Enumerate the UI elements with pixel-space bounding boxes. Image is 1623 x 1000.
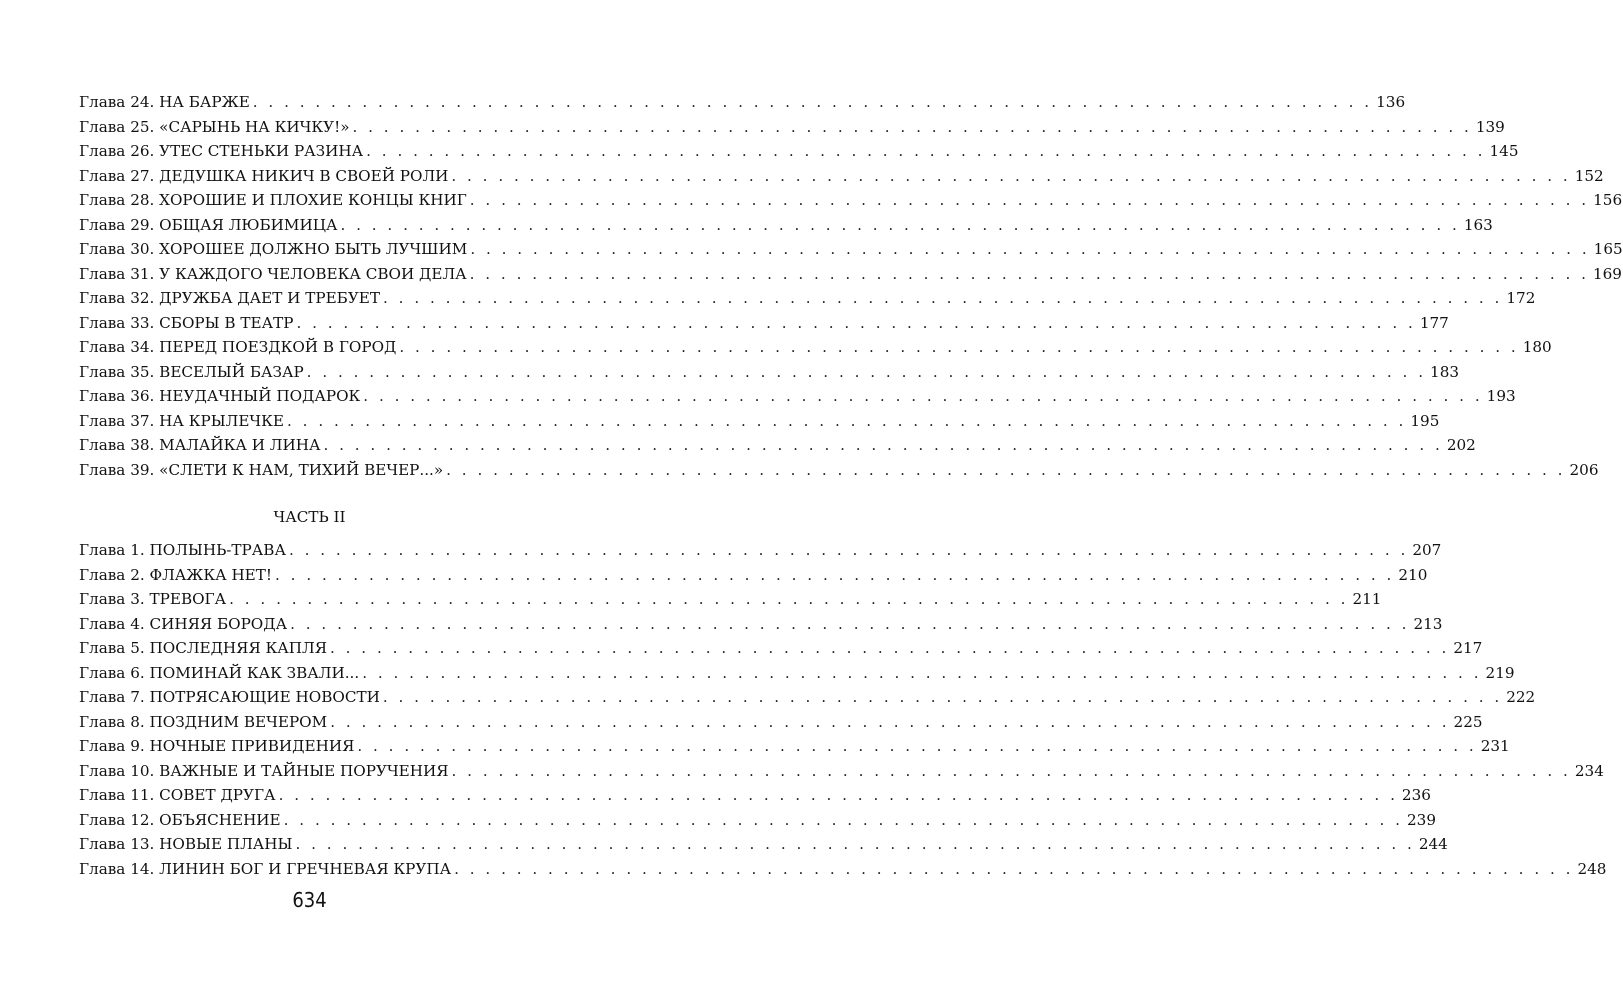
toc-entry — [79, 587, 1382, 612]
toc-entry — [79, 433, 1476, 458]
toc-entry — [79, 458, 1599, 483]
toc-entry — [79, 286, 1536, 311]
chapter-title: Глава 38. МАЛАЙКА И ЛИНА — [79, 436, 321, 454]
toc-entry — [79, 832, 1448, 857]
dot-leader — [307, 360, 1426, 385]
dot-leader — [229, 587, 1348, 612]
chapter-title: Глава 6. ПОМИНАЙ КАК ЗВАЛИ... — [79, 663, 360, 682]
toc-entry — [79, 636, 1483, 661]
chapter-title: Глава 5. ПОСЛЕДНЯЯ КАПЛЯ — [79, 639, 327, 657]
chapter-page: 234 — [1574, 761, 1604, 780]
chapter-page: 163 — [1463, 215, 1493, 234]
chapter-title: Глава 2. ФЛАЖКА НЕТ! — [79, 565, 273, 584]
dot-leader — [279, 783, 1398, 808]
chapter-page: 172 — [1506, 289, 1536, 307]
toc-entry — [79, 808, 1437, 833]
chapter-page: 244 — [1418, 835, 1448, 853]
chapter-title: Глава 31. У КАЖДОГО ЧЕЛОВЕКА СВОИ ДЕЛА — [79, 264, 467, 283]
toc-entry — [79, 612, 1443, 637]
toc-entry — [79, 213, 1493, 238]
chapter-title: Глава 7. ПОТРЯСАЮЩИЕ НОВОСТИ — [79, 688, 380, 706]
chapter-title: Глава 3. ТРЕВОГА — [79, 590, 227, 608]
toc-entry — [79, 188, 1623, 213]
chapter-page: 165 — [1593, 240, 1623, 258]
chapter-title: Глава 27. ДЕДУШКА НИКИЧ В СВОЕЙ РОЛИ — [79, 166, 449, 185]
chapter-page: 169 — [1592, 264, 1622, 283]
chapter-title: Глава 39. «СЛЕТИ К НАМ, ТИХИЙ ВЕЧЕР...» — [79, 460, 444, 479]
chapter-page: 206 — [1569, 460, 1599, 479]
chapter-page: 156 — [1593, 191, 1623, 209]
page-number: 634 — [292, 888, 327, 912]
toc-entry — [79, 759, 1604, 784]
toc-entry — [79, 311, 1449, 336]
chapter-title: Глава 34. ПЕРЕД ПОЕЗДКОЙ В ГОРОД — [79, 338, 397, 356]
dot-leader — [362, 661, 1481, 686]
dot-leader — [451, 164, 1570, 189]
toc-entry — [79, 710, 1483, 735]
dot-leader — [340, 213, 1459, 238]
toc-part1-list — [79, 90, 1623, 482]
dot-leader — [275, 563, 1394, 588]
toc-entry — [79, 685, 1536, 710]
dot-leader — [353, 115, 1472, 140]
dot-leader — [357, 734, 1476, 759]
chapter-page: 139 — [1475, 117, 1505, 136]
dot-leader — [289, 538, 1408, 563]
toc-part2-list — [79, 538, 1607, 881]
chapter-title: Глава 33. СБОРЫ В ТЕАТР — [79, 313, 294, 332]
chapter-page: 210 — [1398, 565, 1428, 584]
dot-leader — [399, 335, 1518, 360]
chapter-page: 248 — [1577, 859, 1607, 878]
chapter-title: Глава 10. ВАЖНЫЕ И ТАЙНЫЕ ПОРУЧЕНИЯ — [79, 761, 449, 780]
toc-entry — [79, 115, 1505, 140]
chapter-title: Глава 4. СИНЯЯ БОРОДА — [79, 614, 288, 633]
dot-leader — [454, 857, 1573, 882]
dot-leader — [330, 710, 1449, 735]
chapter-title: Глава 29. ОБЩАЯ ЛЮБИМИЦА — [79, 215, 338, 234]
toc-entry — [79, 360, 1460, 385]
chapter-page: 211 — [1352, 590, 1382, 608]
chapter-title: Глава 8. ПОЗДНИМ ВЕЧЕРОМ — [79, 712, 328, 731]
toc-entry — [79, 384, 1516, 409]
chapter-title: Глава 13. НОВЫЕ ПЛАНЫ — [79, 835, 293, 853]
chapter-page: 236 — [1401, 786, 1431, 804]
toc-entry — [79, 139, 1519, 164]
chapter-page: 219 — [1485, 663, 1515, 682]
chapter-title: Глава 9. НОЧНЫЕ ПРИВИДЕНИЯ — [79, 737, 355, 755]
toc-entry — [79, 538, 1442, 563]
chapter-page: 225 — [1453, 712, 1483, 731]
chapter-page: 145 — [1489, 142, 1519, 160]
dot-leader — [383, 286, 1502, 311]
toc-entry — [79, 734, 1510, 759]
chapter-title: Глава 12. ОБЪЯСНЕНИЕ — [79, 810, 281, 829]
chapter-page: 136 — [1376, 93, 1406, 111]
chapter-page: 177 — [1419, 313, 1449, 332]
chapter-page: 217 — [1453, 639, 1483, 657]
chapter-page: 213 — [1413, 614, 1443, 633]
chapter-title: Глава 30. ХОРОШЕЕ ДОЛЖНО БЫТЬ ЛУЧШИМ — [79, 240, 468, 258]
chapter-page: 180 — [1522, 338, 1552, 356]
chapter-title: Глава 35. ВЕСЕЛЫЙ БАЗАР — [79, 362, 304, 381]
toc-entry — [79, 563, 1428, 588]
dot-leader — [383, 685, 1502, 710]
toc-entry — [79, 237, 1623, 262]
chapter-page: 222 — [1506, 688, 1536, 706]
toc-entry — [79, 262, 1622, 287]
dot-leader — [296, 832, 1415, 857]
dot-leader — [446, 458, 1565, 483]
chapter-page: 202 — [1446, 436, 1476, 454]
chapter-page: 239 — [1407, 810, 1437, 829]
dot-leader — [363, 384, 1482, 409]
dot-leader — [452, 759, 1571, 784]
chapter-page: 231 — [1480, 737, 1510, 755]
toc-entry — [79, 857, 1607, 882]
toc-entry — [79, 90, 1406, 115]
dot-leader — [470, 262, 1589, 287]
dot-leader — [323, 433, 1442, 458]
chapter-title: Глава 28. ХОРОШИЕ И ПЛОХИЕ КОНЦЫ КНИГ — [79, 191, 467, 209]
dot-leader — [290, 612, 1409, 637]
dot-leader — [284, 808, 1403, 833]
chapter-title: Глава 14. ЛИНИН БОГ И ГРЕЧНЕВАЯ КРУПА — [79, 859, 452, 878]
chapter-title: Глава 11. СОВЕТ ДРУГА — [79, 786, 276, 804]
dot-leader — [470, 237, 1589, 262]
chapter-title: Глава 36. НЕУДАЧНЫЙ ПОДАРОК — [79, 387, 361, 405]
chapter-title: Глава 37. НА КРЫЛЕЧКЕ — [79, 411, 285, 430]
chapter-title: Глава 32. ДРУЖБА ДАЕТ И ТРЕБУЕТ — [79, 289, 381, 307]
dot-leader — [287, 409, 1406, 434]
chapter-page: 152 — [1574, 166, 1604, 185]
chapter-page: 183 — [1430, 362, 1460, 381]
part-heading: ЧАСТЬ II — [273, 508, 346, 526]
chapter-title: Глава 24. НА БАРЖЕ — [79, 93, 250, 111]
dot-leader — [296, 311, 1415, 336]
toc-entry — [79, 164, 1604, 189]
dot-leader — [366, 139, 1485, 164]
chapter-page: 207 — [1412, 541, 1442, 559]
dot-leader — [470, 188, 1589, 213]
chapter-title: Глава 25. «САРЫНЬ НА КИЧКУ!» — [79, 117, 350, 136]
dot-leader — [330, 636, 1449, 661]
toc-entry — [79, 335, 1552, 360]
chapter-page: 195 — [1410, 411, 1440, 430]
dot-leader — [253, 90, 1372, 115]
chapter-page: 193 — [1486, 387, 1516, 405]
toc-entry — [79, 409, 1440, 434]
chapter-title: Глава 1. ПОЛЫНЬ-ТРАВА — [79, 541, 286, 559]
toc-entry — [79, 783, 1431, 808]
chapter-title: Глава 26. УТЕС СТЕНЬКИ РАЗИНА — [79, 142, 364, 160]
toc-entry — [79, 661, 1515, 686]
